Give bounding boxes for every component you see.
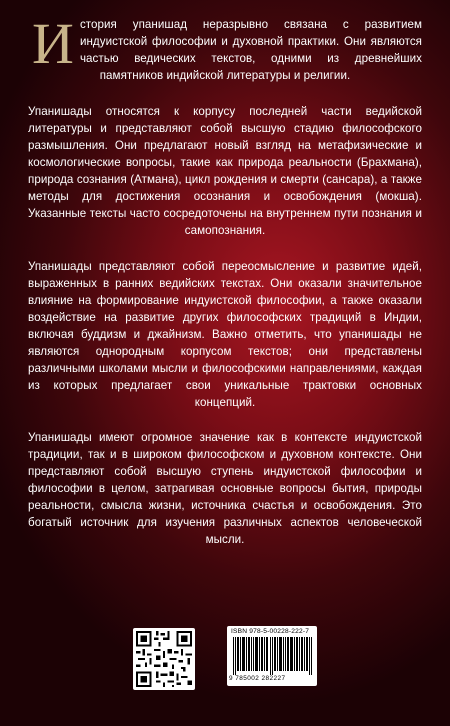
isbn-number: ISBN 978-5-00228-222-7: [231, 628, 310, 635]
paragraph-upanishads-vedic-corpus: Упанишады относятся к корпусу последней части ведийской литературы и представляют собой высшую стадию философского размышления. Они предлагают новый взгляд на метафизические и космологические вопросы, такие как природа реальности (Брахмана), природа сознания (Атмана), цикл рождения и смерти (сансара), а также методы для достижения осознания и освобождения (мокша). Указанные тексты часто сосредоточены на внутреннем пути познания и самопознания.: [28, 105, 422, 237]
dropcap-letter: И: [32, 11, 74, 76]
barcode-icon: [233, 637, 313, 675]
isbn-barcode: [227, 626, 317, 686]
qr-code: [133, 628, 195, 690]
paragraph-upanishads-influence: Упанишады представляют собой переосмысление и развитие идей, выраженных в ранних ведийских текстах. Они оказали значительное влияние на формирование индуистской философии, а также оказали воздействие на развитие других философских традиций в Индии, включая буддизм и джайнизм. Важно отметить, что упанишады не являются однородным корпусом текстов; они представлены различными школами мысли и философскими направлениями, каждая из которых предлагает свои уникальные трактовки основных концепций.: [28, 260, 422, 409]
barcode-digits: 9 785002 282227: [229, 675, 286, 682]
paragraph-intro: [28, 11, 422, 84]
paragraph-upanishads-significance: Упанишады имеют огромное значение как в контексте индуистской традиции, так и в широком философском и духовном контексте. Они представляют собой высшую ступень индуистской философии и философии в целом, затрагивая основные вопросы бытия, природы реальности, смысла жизни, источника счастья и освобождения. Это богатый источник для изучения различных аспектов человеческой мысли.: [28, 431, 422, 546]
paragraph-intro-text: стория упанишад неразрывно связана с развитием индуистской философии и духовной практики. Они являются частью ведических текстов, одними из древнейших памятников индийской литературы и религии.: [79, 18, 422, 82]
qr-code-icon: [136, 631, 192, 687]
